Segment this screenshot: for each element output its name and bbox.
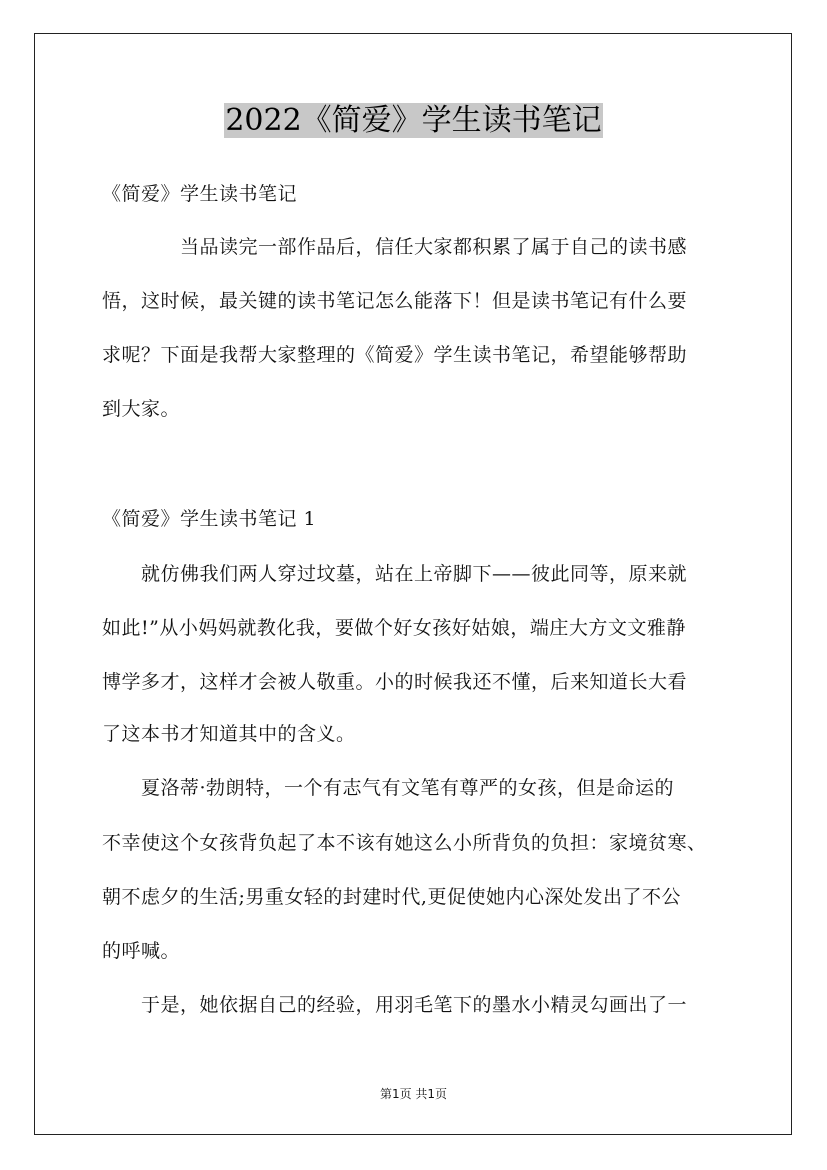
- text-line: 当品读完一部作品后，信任大家都积累了属于自己的读书感: [102, 236, 688, 258]
- text-line: 的呼喊。: [102, 940, 181, 962]
- text-line: 朝不虑夕的生活;男重女轻的封建时代,更促使她内心深处发出了不公: [102, 886, 681, 908]
- text-line: 夏洛蒂·勃朗特，一个有志气有文笔有尊严的女孩，但是命运的: [102, 777, 675, 799]
- text-line: 博学多才，这样才会被人敬重。小的时候我还不懂，后来知道长大看: [102, 671, 688, 693]
- text-line: 了这本书才知道其中的含义。: [102, 723, 356, 745]
- text-line: 到大家。: [102, 398, 181, 420]
- section-heading: 《简爱》学生读书笔记 1: [102, 508, 317, 530]
- page-footer: 第1页 共1页: [379, 1087, 448, 1101]
- text-line: 悟，这时候，最关键的读书笔记怎么能落下！但是读书笔记有什么要: [102, 290, 688, 312]
- document-title-wrap: [0, 98, 827, 144]
- text-line: 如此!”从小妈妈就教化我，要做个好女孩好姑娘，端庄大方文文雅静: [102, 617, 686, 639]
- text-line: 于是，她依据自己的经验，用羽毛笔下的墨水小精灵勾画出了一: [102, 994, 688, 1016]
- text-line: 就仿佛我们两人穿过坟墓，站在上帝脚下——彼此同等，原来就: [102, 563, 688, 585]
- text-line: 求呢？下面是我帮大家整理的《简爱》学生读书笔记，希望能够帮助: [102, 344, 688, 366]
- text-line: 不幸使这个女孩背负起了本不该有她这么小所背负的负担：家境贫寒、: [102, 832, 707, 854]
- document-title: 2022《简爱》学生读书笔记: [225, 103, 602, 138]
- text-line: 《简爱》学生读书笔记: [102, 183, 298, 205]
